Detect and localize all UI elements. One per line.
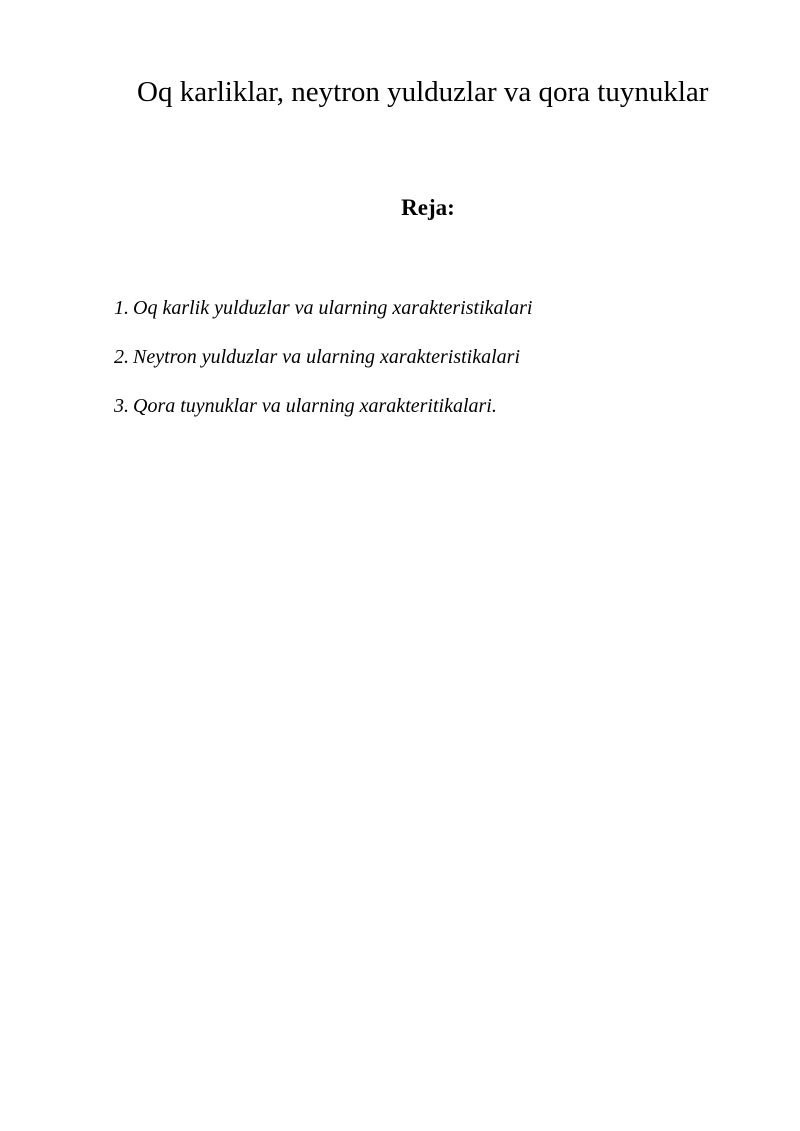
plan-item-text: Neytron yulduzlar va ularning xarakteristikalari (133, 346, 521, 368)
plan-item-number: 1. (114, 297, 129, 319)
plan-item-text: Oq karlik yulduzlar va ularning xarakteristikalari (133, 297, 533, 319)
plan-list (114, 296, 532, 443)
plan-heading: Reja: (401, 195, 455, 220)
document-title: Oq karliklar, neytron yulduzlar va qora tuynuklar (137, 76, 709, 108)
plan-item-number: 2. (114, 346, 129, 368)
plan-item-text: Qora tuynuklar va ularning xarakteritikalari. (133, 395, 497, 417)
plan-item (114, 296, 532, 320)
plan-item (114, 394, 532, 418)
plan-item (114, 345, 532, 369)
plan-item-number: 3. (114, 395, 129, 417)
